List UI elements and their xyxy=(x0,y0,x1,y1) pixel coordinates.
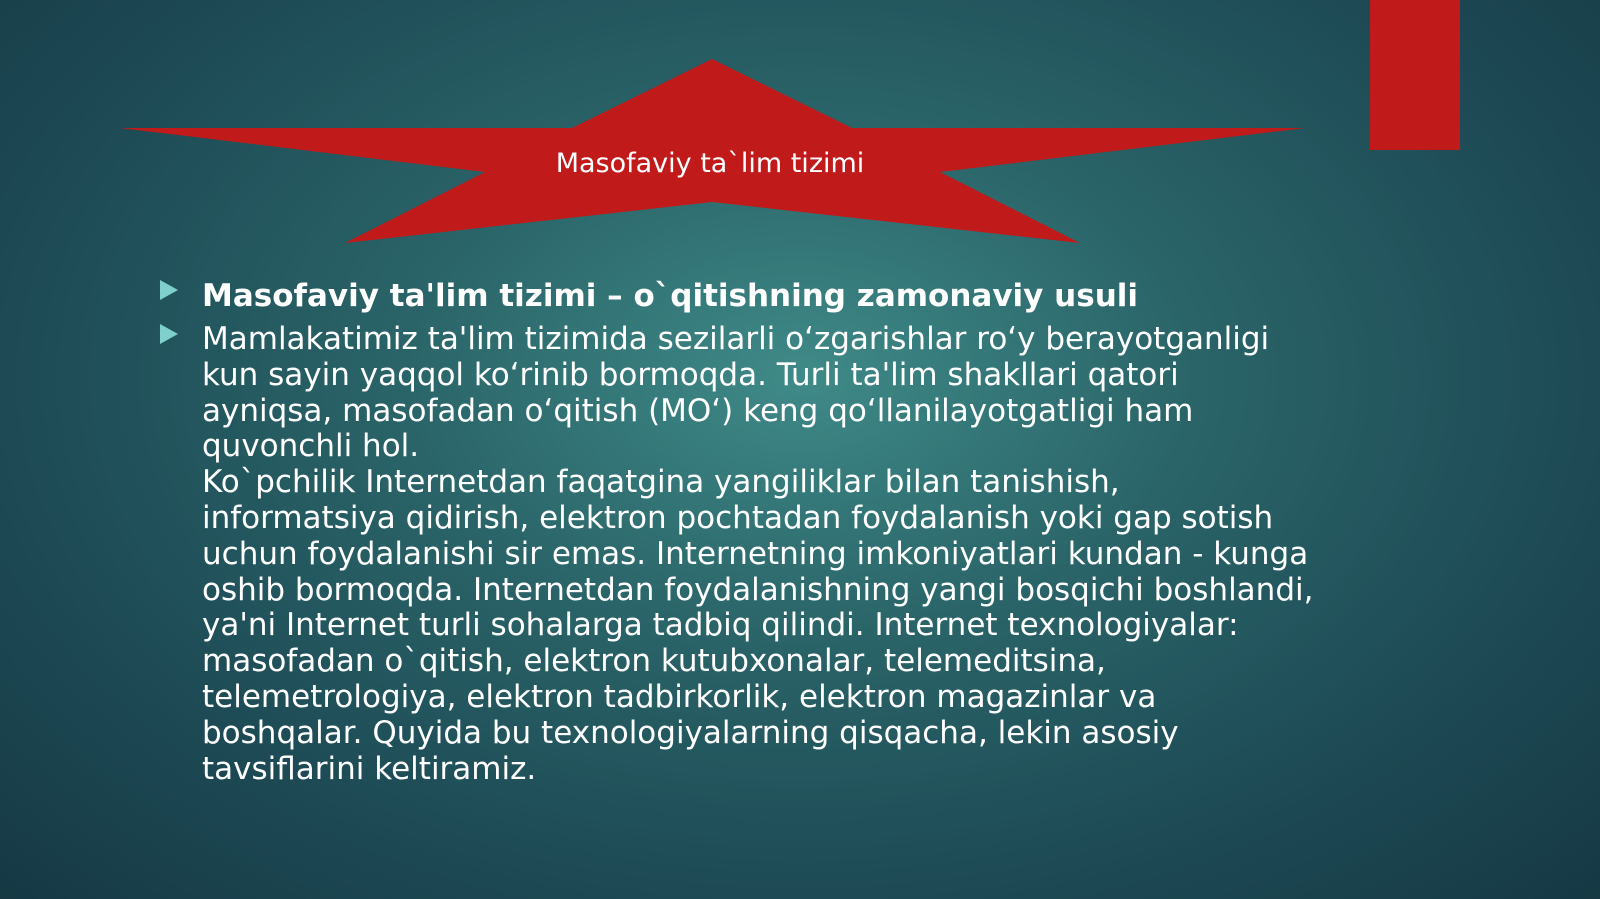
star-title: Masofaviy ta`lim tizimi xyxy=(555,148,865,179)
body-paragraph: Ko`pchilik Internetdan faqatgina yangiliklar bilan tanishish, informatsiya qidirish, elektron pochtadan foydalanish yoki gap sotish uchun foydalanishi sir emas. Internetning imkoniyatlari kundan - kunga oshib bormoqda. Internetdan foydalanishning yangi bosqichi boshlandi, ya'ni Internet turli sohalarga tadbiq qilindi. Internet texnologiyalar: masofadan o`qitish, elektron kutubxonalar, telemeditsina, telemetrologiya, elektron tadbirkorlik, elektron magazinlar va boshqalar. Quyida bu texnologiyalarning qisqacha, lekin asosiy tavsiflarini keltiramiz. xyxy=(202,464,1314,787)
bullet-heading-text: Masofaviy ta'lim tizimi – o`qitishning zamonaviy usuli xyxy=(202,278,1139,314)
body-paragraph: Mamlakatimiz ta'lim tizimida sezilarli o‘zgarishlar ro‘y berayotganligi kun sayin yaqqol ko‘rinib bormoqda. Turli ta'lim shakllari qatori ayniqsa, masofadan o‘qitish (MO‘) keng qo‘llanilayotgatligi ham quvonchli hol. xyxy=(202,321,1270,465)
bullet-arrow-icon xyxy=(160,324,178,344)
bullet-item-heading xyxy=(155,272,1315,320)
bullet-item-body xyxy=(155,322,1315,787)
bullet-list xyxy=(155,272,1315,787)
red-star-banner xyxy=(0,0,1600,260)
bullet-arrow-icon xyxy=(160,280,178,300)
